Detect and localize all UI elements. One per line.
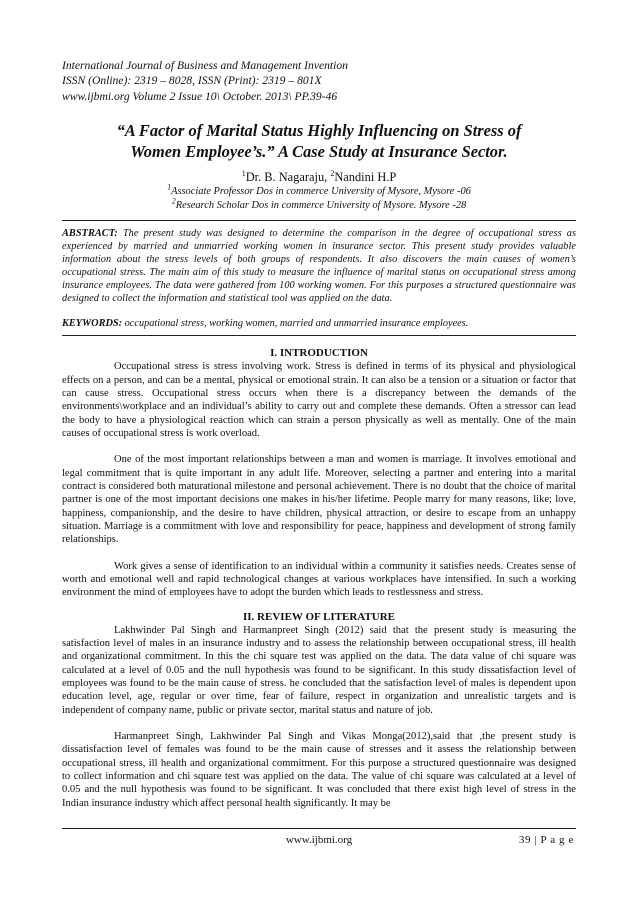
- section-heading-introduction: I. INTRODUCTION: [270, 347, 368, 360]
- divider-bottom: [62, 335, 576, 336]
- author-line: [62, 170, 576, 185]
- author-1-sup: 1: [241, 169, 246, 179]
- intro-paragraph-3: Work gives a sense of identification to an individual within a community it satisfies needs. Creates sense of worth and emotional well and rapid technological changes at various workplaces have intensified. In such a working environment the mind of employees have to adopt the burden which leads to restlessness and stress.: [62, 560, 576, 599]
- journal-name: International Journal of Business and Management Invention: [62, 59, 348, 72]
- affiliation-1-sup: 1: [167, 182, 172, 192]
- author-2: Nandini H.P: [334, 170, 397, 185]
- page-footer: [62, 828, 576, 848]
- affiliation-2-text: Research Scholar Dos in commerce University of Mysore. Mysore -28: [175, 200, 467, 212]
- author-1: Dr. B. Nagaraju,: [245, 170, 331, 185]
- paper-page: [62, 58, 576, 810]
- title-line-1: “A Factor of Marital Status Highly Influencing on Stress of: [116, 121, 522, 141]
- section-heading-literature: II. REVIEW OF LITERATURE: [243, 610, 395, 623]
- footer-url[interactable]: www.ijbmi.org: [285, 834, 353, 846]
- page-number: 39 | P a g e: [518, 834, 574, 846]
- abstract-text: The present study was designed to determine the comparison in the degree of occupational stress as experienced by married and unmarried working women in insurance sector. This present study provides valuable information about the stress levels of both groups of respondents. It also discovers the main causes of women’s occupational stress. The main aim of this study to measure the influence of marital status on occupational stress among insurance employees. The data were gathered from 100 working women. For this purposes a structured questionnaire was designed to collect the information and statistical tool was applied on the data.: [62, 227, 576, 305]
- affiliation-2-sup: 2: [171, 196, 176, 206]
- keywords: [62, 317, 576, 330]
- journal-issn: ISSN (Online): 2319 – 8028, ISSN (Print): 2319 – 801X: [62, 74, 322, 88]
- paper-title: [62, 121, 576, 162]
- abstract-label: ABSTRACT:: [62, 227, 118, 239]
- literature-paragraph-2: Harmanpreet Singh, Lakhwinder Pal Singh and Vikas Monga(2012),said that ,the present study is dissatisfaction level of females was found to be the main cause of stresses and it assess the relationship between occupational stress, ill health and organizational commitment. For this purpose a structured questionnaire was designed to collect information and chi square test was applied on the data. The value of chi square was calculated at a level of 0.05 and the null hypothesis was found to be significant. It was concluded that there exist high level of stress in the Indian insurance industry which affect personal health significantly. It may be: [62, 731, 576, 809]
- title-line-2: Women Employee’s.” A Case Study at Insurance Sector.: [130, 141, 508, 161]
- keywords-text: occupational stress, working women, married and unmarried insurance employees.: [122, 318, 469, 330]
- journal-header: [62, 58, 576, 104]
- affiliation-1-text: Associate Professor Dos in commerce University of Mysore, Mysore -06: [171, 186, 471, 198]
- intro-paragraph-1: Occupational stress is stress involving work. Stress is defined in terms of its physical and physiological effects on a person, and can be a mental, physical or emotional strain. It can also be a tension or a situation or factor that can cause stress. Occupational stress occurs when there is a discrepancy between the demands of the environments\workplace and an individual’s ability to carry out and complete these demands. Often a stressor can lead the body to have a physiological reaction which can strain a person physically as well as mentally. One of the main causes of occupational stress is work overload.: [62, 361, 576, 439]
- literature-paragraph-1: Lakhwinder Pal Singh and Harmanpreet Singh (2012) said that the present study is measuring the satisfaction level of males in an insurance industry and to assess the relationship between occupational stress, ill health and organizational commitment. In this the chi square test was applied on the data. The data value of chi square was calculated at a level of 0.05 and the null hypothesis was found to be significant. In this study dissatisfaction level of employees was found to be the main cause of stress. he concluded that the satisfaction level of males is dependent upon education level, age, regular or over time, fear of failure, respect in organization and unrealistic targets and is independent of company name, public or private sector, marital status and nature of job.: [62, 624, 576, 716]
- affiliation-1: [62, 182, 576, 199]
- author-2-sup: 2: [330, 169, 335, 179]
- keywords-label: KEYWORDS:: [62, 318, 123, 330]
- intro-paragraph-2: One of the most important relationships between a man and women is marriage. It involves emotional and legal commitment that is quite important in any adult life. Moreover, selecting a partner and entering into a marital contract is considered both maturational milestone and personal achievement. There is no doubt that the choice of marital partner is one of the most important decisions one makes in his/her lifetime. People marry for many reasons, like; love, happiness, companionship, and the desire to have children, physical attraction, or desire to escape from an unhappy situation. Marriage is a commitment with love and responsibility for peace, happiness and development of strong family relationships.: [62, 454, 576, 546]
- journal-volume: www.ijbmi.org Volume 2 Issue 10\ October. 2013\ PP.39-46: [62, 89, 338, 103]
- affiliation-2: [62, 196, 576, 213]
- abstract: [62, 227, 576, 306]
- divider-top: [62, 220, 576, 221]
